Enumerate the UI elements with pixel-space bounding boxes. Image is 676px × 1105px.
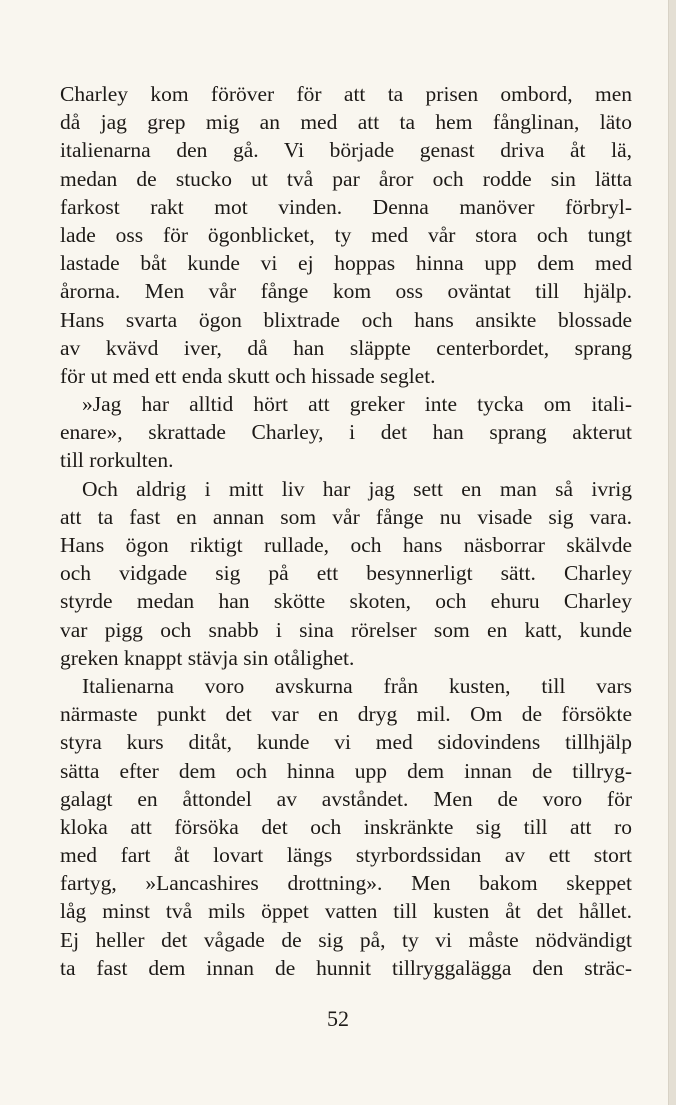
text-line: Och aldrig i mitt liv har jag sett en man så ivrig bbox=[82, 476, 632, 501]
text-line: Charley kom föröver för att ta prisen ombord, men bbox=[60, 82, 632, 106]
text-line: medan de stucko ut två par åror och rodde sin lätta bbox=[60, 166, 632, 191]
text-line: italienarna den gå. Vi började genast driva åt lä, bbox=[60, 138, 632, 163]
text-line: enare», skrattade Charley, i det han sprang akterut bbox=[60, 420, 632, 445]
text-line: var pigg och snabb i sina rörelser som en katt, kunde bbox=[60, 617, 632, 642]
text-line: årorna. Men vår fånge kom oss oväntat till hjälp. bbox=[60, 279, 632, 304]
text-line: lade oss för ögonblicket, ty med vår stora och tungt bbox=[60, 222, 632, 247]
text-line: kloka att försöka det och inskränkte sig till att ro bbox=[60, 814, 632, 839]
text-line: av kvävd iver, då han släppte centerbordet, sprang bbox=[60, 335, 632, 360]
text-line: till rorkulten. bbox=[60, 448, 174, 473]
text-line: Hans svarta ögon blixtrade och hans ansikte blossade bbox=[60, 307, 632, 332]
text-line: styrde medan han skötte skoten, och ehuru Charley bbox=[60, 589, 632, 614]
text-line: Ej heller det vågade de sig på, ty vi måste nödvändigt bbox=[60, 927, 632, 952]
page-number: 52 bbox=[327, 1006, 349, 1031]
text-line: ta fast dem innan de hunnit tillryggalägga den sträc- bbox=[60, 955, 632, 980]
text-line: sätta efter dem och hinna upp dem innan de tillryg- bbox=[60, 758, 632, 783]
text-line: närmaste punkt det var en dryg mil. Om de försökte bbox=[60, 702, 632, 727]
text-line: styra kurs ditåt, kunde vi med sidovindens tillhjälp bbox=[60, 730, 632, 755]
text-line: galagt en åttondel av avståndet. Men de voro för bbox=[60, 786, 632, 811]
text-line: med fart åt lovart längs styrbordssidan av ett stort bbox=[60, 843, 632, 868]
text-line: farkost rakt mot vinden. Denna manöver förbryl- bbox=[60, 194, 632, 219]
page-edge bbox=[668, 0, 676, 1105]
text-line: lastade båt kunde vi ej hoppas hinna upp dem med bbox=[60, 251, 632, 276]
body-text bbox=[60, 80, 632, 982]
text-line: greken knappt stävja sin otålighet. bbox=[60, 645, 355, 670]
text-line: då jag grep mig an med att ta hem fånglinan, läto bbox=[60, 110, 632, 135]
text-line: och vidgade sig på ett besynnerligt sätt. Charley bbox=[60, 561, 632, 586]
text-line: Italienarna voro avskurna från kusten, till vars bbox=[82, 673, 632, 698]
text-line: Hans ögon riktigt rullade, och hans näsborrar skälvde bbox=[60, 533, 632, 557]
text-line: »Jag har alltid hört att greker inte tycka om itali- bbox=[82, 392, 632, 417]
text-line: att ta fast en annan som vår fånge nu visade sig vara. bbox=[60, 504, 632, 529]
text-line: låg minst två mils öppet vatten till kusten åt det hållet. bbox=[60, 899, 632, 924]
text-line: för ut med ett enda skutt och hissade seglet. bbox=[60, 363, 436, 388]
text-line: fartyg, »Lancashires drottning». Men bakom skeppet bbox=[60, 871, 632, 896]
